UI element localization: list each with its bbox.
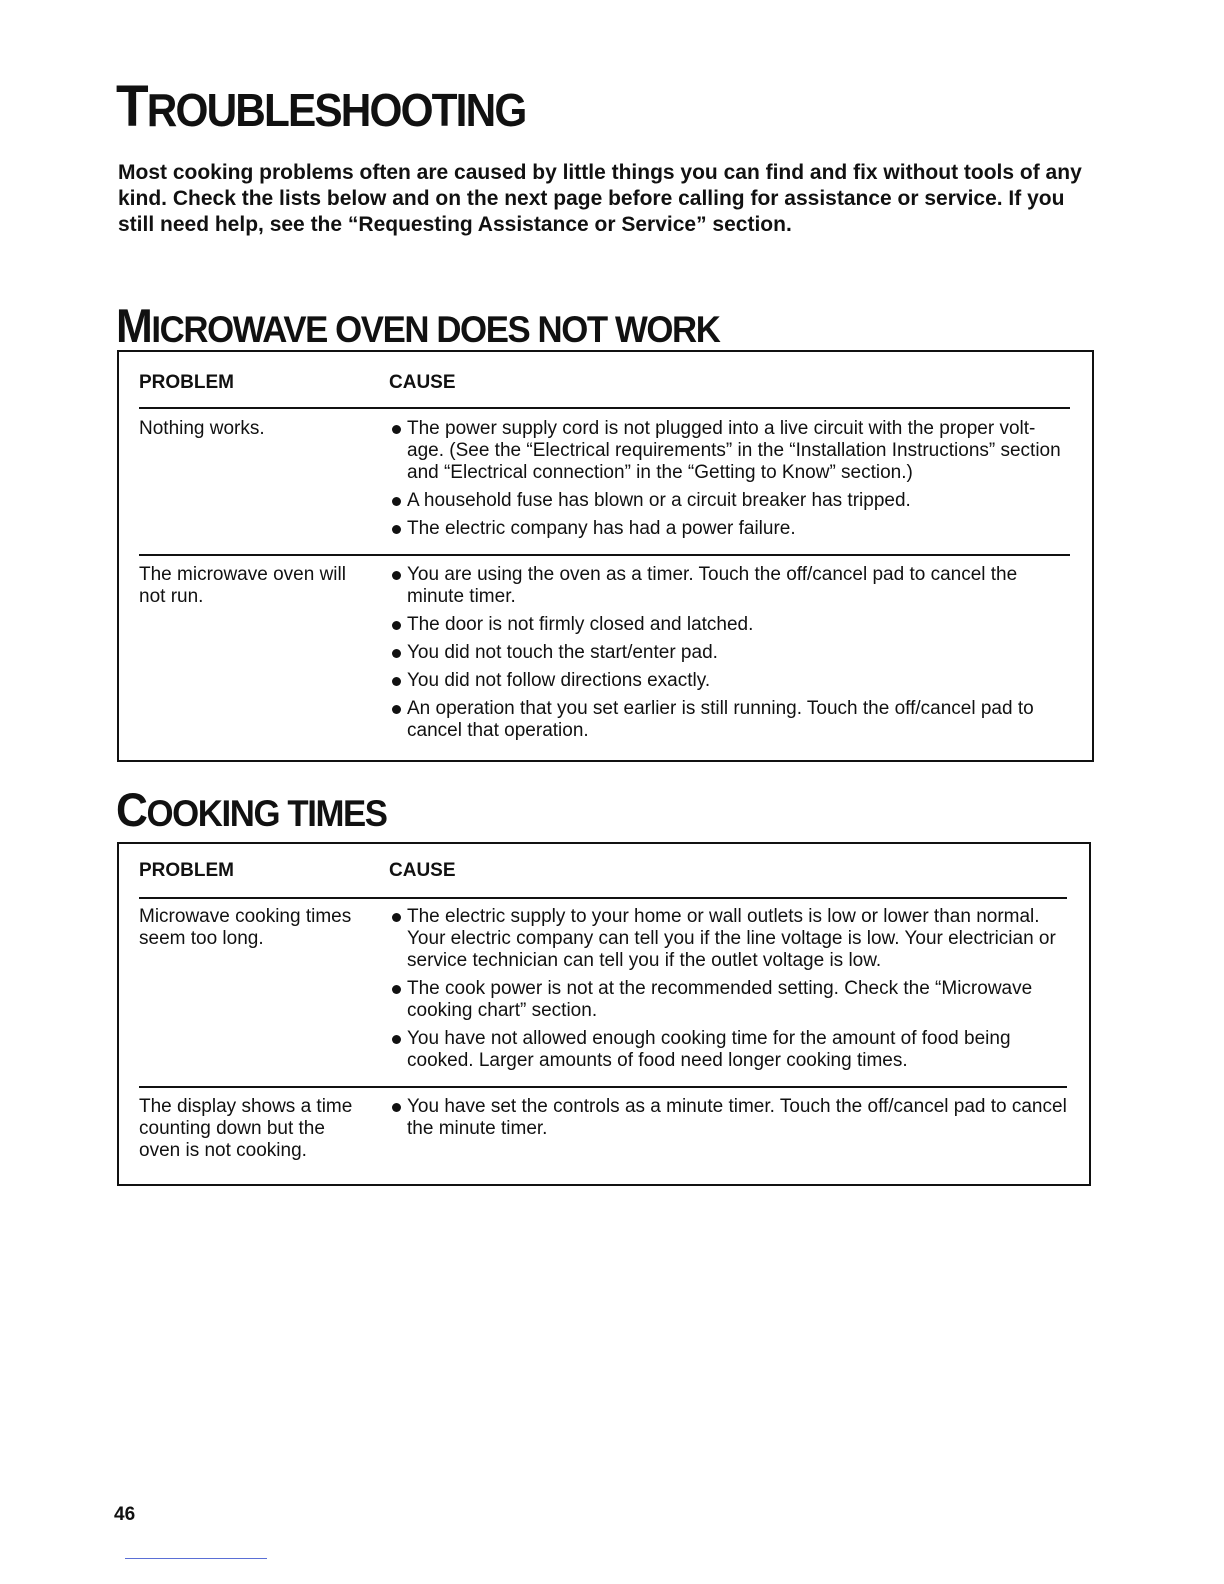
cause-item [389, 1096, 1069, 1140]
bullet-icon [392, 621, 401, 630]
problem-text: The microwave oven will not run. [139, 564, 346, 607]
cause-text: An operation that you set earlier is still running. Touch the off/cancel pad to cancel that operation. [407, 698, 1034, 741]
row-divider [139, 1086, 1067, 1088]
cause-text: The electric supply to your home or wall outlets is low or lower than normal. Your electric company can tell you if the line voltage is low. Your electrician or service technician can tell you if the outlet voltage is low. [407, 906, 1056, 971]
problem-text: Nothing works. [139, 418, 265, 439]
header-divider [139, 407, 1070, 409]
cause-text: You did not touch the start/enter pad. [407, 642, 718, 663]
bullet-icon [392, 985, 401, 994]
problem-text: Microwave cooking times seem too long. [139, 906, 352, 949]
section-heading-initial: M [116, 299, 152, 352]
column-header-cause: CAUSE [389, 860, 456, 881]
problem-text: The display shows a time counting down but the oven is not cooking. [139, 1096, 353, 1161]
bullet-icon [392, 525, 401, 534]
page-title-initial: T [116, 74, 147, 139]
row-divider [139, 554, 1070, 556]
cause-item [389, 670, 1069, 692]
cause-text: A household fuse has blown or a circuit breaker has tripped. [407, 490, 911, 511]
column-header-cause: CAUSE [389, 372, 456, 393]
cause-list [389, 564, 1069, 748]
bullet-icon [392, 571, 401, 580]
troubleshooting-table-oven-does-not-work [117, 350, 1094, 762]
column-header-problem: PROBLEM [139, 372, 234, 393]
bullet-icon [392, 649, 401, 658]
page-title [116, 74, 526, 139]
section-heading-oven-does-not-work [116, 299, 720, 352]
cause-item [389, 418, 1069, 484]
bullet-icon [392, 1035, 401, 1044]
section-heading-rest: OOKING TIMES [146, 793, 387, 834]
cause-list [389, 906, 1069, 1078]
cause-item [389, 518, 1069, 540]
cause-item [389, 1028, 1069, 1072]
cause-item [389, 978, 1069, 1022]
cause-text: The door is not firmly closed and latched. [407, 614, 754, 635]
cause-item [389, 906, 1069, 972]
cause-item [389, 614, 1069, 636]
bullet-icon [392, 913, 401, 922]
intro-paragraph: Most cooking problems often are caused by little things you can find and fix without tools of any kind. Check the lists below and on the next page before calling for assistance or service. If you still need help, see the “Requesting Assistance or Service” section. [118, 161, 1082, 236]
cause-text: You did not follow directions exactly. [407, 670, 711, 691]
bullet-icon [392, 425, 401, 434]
header-divider [139, 897, 1067, 899]
cause-text: You have set the controls as a minute timer. Touch the off/cancel pad to cancel the minute timer. [407, 1096, 1067, 1139]
cause-item [389, 564, 1069, 608]
cause-text: You are using the oven as a timer. Touch the off/cancel pad to cancel the minute timer. [407, 564, 1018, 607]
cause-list [389, 418, 1069, 546]
bullet-icon [392, 1103, 401, 1112]
cause-text: The cook power is not at the recommended setting. Check the “Microwave cooking chart” section. [407, 978, 1033, 1021]
cause-item [389, 698, 1069, 742]
footer-rule [125, 1558, 267, 1559]
bullet-icon [392, 497, 401, 506]
cause-item [389, 642, 1069, 664]
cause-text: You have not allowed enough cooking time for the amount of food being cooked. Larger amounts of food need longer cooking times. [407, 1028, 1011, 1071]
bullet-icon [392, 677, 401, 686]
cause-text: The electric company has had a power failure. [407, 518, 796, 539]
section-heading-rest: ICROWAVE OVEN DOES NOT WORK [151, 309, 720, 350]
cause-item [389, 490, 1069, 512]
cause-list [389, 1096, 1069, 1146]
page-title-rest: ROUBLESHOOTING [146, 84, 526, 136]
cause-text: The power supply cord is not plugged into a live circuit with the proper volt- age. (See the “Electrical requirements” in the “Installation Instructions” section and “Electrical connection” in the “Getting to Know” section.) [407, 418, 1061, 483]
troubleshooting-table-cooking-times [117, 842, 1091, 1186]
page-number: 46 [114, 1504, 136, 1525]
bullet-icon [392, 705, 401, 714]
section-heading-initial: C [116, 783, 147, 836]
section-heading-cooking-times [116, 783, 387, 836]
column-header-problem: PROBLEM [139, 860, 234, 881]
